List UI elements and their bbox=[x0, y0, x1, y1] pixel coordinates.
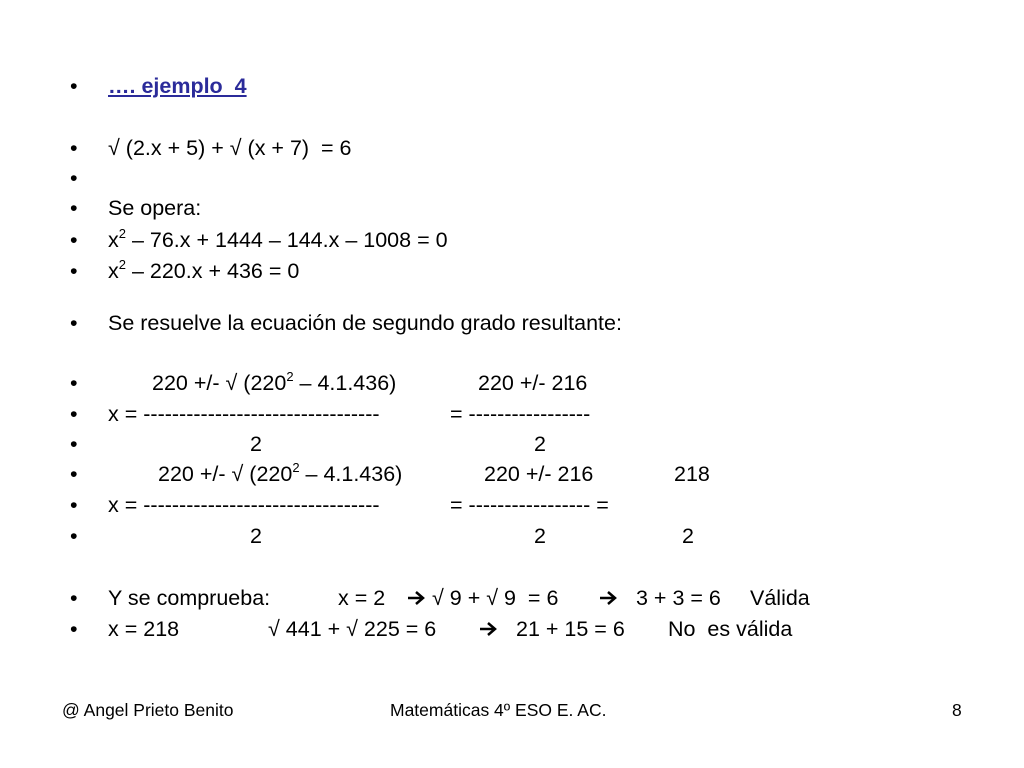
fraction-line-left: x = --------------------------------- bbox=[108, 493, 380, 517]
bullet: • bbox=[70, 462, 78, 486]
footer-author: @ Angel Prieto Benito bbox=[62, 700, 234, 720]
bullet: • bbox=[70, 259, 78, 283]
arrow-right-icon bbox=[600, 591, 618, 605]
check-valid: Válida bbox=[750, 586, 810, 610]
bullet: • bbox=[70, 402, 78, 426]
slide-title: …. ejemplo 4 bbox=[108, 74, 247, 98]
exponent: 2 bbox=[286, 369, 294, 384]
bullet: • bbox=[70, 371, 78, 395]
check-sqrt-expr: √ 441 + √ 225 = 6 bbox=[268, 617, 437, 641]
denominator: 2 bbox=[682, 524, 694, 548]
denominator: 2 bbox=[250, 524, 262, 548]
bullet: • bbox=[70, 74, 78, 98]
denominator: 2 bbox=[534, 432, 546, 456]
fraction-line-left: x = --------------------------------- bbox=[108, 402, 380, 426]
bullet: • bbox=[70, 196, 78, 220]
bullet: • bbox=[70, 228, 78, 252]
exponent: 2 bbox=[118, 226, 126, 241]
formula-result-218: 218 bbox=[674, 462, 710, 486]
check-sum: 21 + 15 = 6 bbox=[516, 617, 625, 641]
footer-course: Matemáticas 4º ESO E. AC. bbox=[390, 700, 607, 720]
check-x: x = 2 bbox=[338, 586, 386, 610]
sqrt-symbol: √ bbox=[108, 136, 120, 160]
bullet: • bbox=[70, 617, 78, 641]
bullet: • bbox=[70, 432, 78, 456]
quadratic-equation: $x^2 - 220.x + 436 = 0$ bbox=[108, 257, 300, 283]
arrow-right-icon bbox=[408, 591, 426, 605]
bullet: • bbox=[70, 166, 78, 190]
denominator: 2 bbox=[534, 524, 546, 548]
footer-page-number: 8 bbox=[952, 700, 962, 720]
step-operate: Se opera: bbox=[108, 196, 202, 220]
fraction-line-right: = ----------------- bbox=[450, 402, 591, 426]
step-solve: Se resuelve la ecuación de segundo grado resultante: bbox=[108, 311, 622, 335]
check-label: Y se comprueba: bbox=[108, 586, 271, 610]
check-sum: 3 + 3 = 6 bbox=[636, 586, 721, 610]
check-x: x = 218 bbox=[108, 617, 180, 641]
check-not-valid: No es válida bbox=[668, 617, 793, 641]
formula-numerator: 220 +/- √ $(220^2 - 4.1.436)$ bbox=[158, 460, 403, 486]
check-sqrt-expr: √ 9 + √ 9 = 6 bbox=[432, 586, 559, 610]
denominator: 2 bbox=[250, 432, 262, 456]
exponent: 2 bbox=[118, 257, 126, 272]
bullet: • bbox=[70, 586, 78, 610]
bullet: • bbox=[70, 136, 78, 160]
equation: √ (2.x + 5) + √ (x + 7) = 6 bbox=[108, 136, 352, 160]
formula-numerator: 220 +/- √ $(220^2 - 4.1.436)$ bbox=[152, 369, 397, 395]
bullet: • bbox=[70, 493, 78, 517]
formula-result-numerator: 220 +/- 216 bbox=[478, 371, 588, 395]
fraction-line-right: = ----------------- = bbox=[450, 493, 609, 517]
bullet: • bbox=[70, 524, 78, 548]
exponent: 2 bbox=[292, 460, 300, 475]
expanded-equation: $x^2 - 76.x + 1444 - 144.x - 1008 = 0$ bbox=[108, 226, 448, 252]
arrow-right-icon bbox=[480, 622, 498, 636]
formula-result-numerator: 220 +/- 216 bbox=[484, 462, 594, 486]
bullet: • bbox=[70, 311, 78, 335]
